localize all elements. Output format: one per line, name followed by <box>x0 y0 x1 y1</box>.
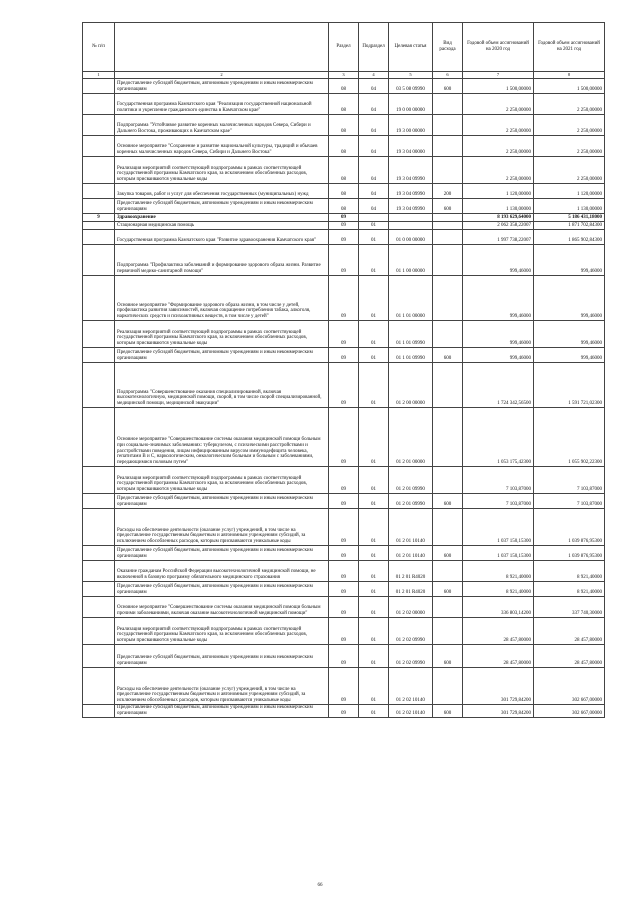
table-row <box>83 408 605 467</box>
row-amount-2021: 8 921,40000 <box>534 582 605 597</box>
row-section: 08 <box>329 115 359 136</box>
row-number <box>83 561 115 582</box>
header-num: № п/п <box>83 23 115 72</box>
row-exptype <box>433 467 463 494</box>
column-number: 2 <box>115 72 329 79</box>
row-amount-2020: 28 457,80000 <box>463 618 534 645</box>
row-exptype <box>433 321 463 348</box>
row-subsection: 01 <box>359 705 389 718</box>
row-amount-2021: 302 667,00000 <box>534 668 605 705</box>
table-row <box>83 79 605 94</box>
row-subsection: 04 <box>359 94 389 115</box>
row-subsection: 01 <box>359 363 389 408</box>
row-section: 08 <box>329 94 359 115</box>
row-section: 09 <box>329 321 359 348</box>
row-amount-2021: 8 921,40000 <box>534 561 605 582</box>
row-subsection: 01 <box>359 408 389 467</box>
row-subsection: 04 <box>359 115 389 136</box>
column-number: 5 <box>389 72 433 79</box>
row-number <box>83 230 115 245</box>
row-number <box>83 582 115 597</box>
row-target: 01 1 01 00000 <box>389 276 433 321</box>
row-number: 9 <box>83 214 115 222</box>
row-target: 01 2 01 00000 <box>389 408 433 467</box>
header-vol2021: Годовой объем ассигнований на 2021 год <box>534 23 605 72</box>
row-amount-2020: 7 103,87000 <box>463 467 534 494</box>
row-name: Предоставление субсидий бюджетным, автономным учреждениям и иным некоммерческим организациям <box>115 705 329 718</box>
row-section: 09 <box>329 561 359 582</box>
row-amount-2021: 7 103,87000 <box>534 494 605 509</box>
row-name: Предоставление субсидий бюджетным, автономным учреждениям и иным некоммерческим организациям <box>115 199 329 214</box>
column-number: 4 <box>359 72 389 79</box>
column-number: 1 <box>83 72 115 79</box>
row-exptype <box>433 597 463 618</box>
row-section: 09 <box>329 408 359 467</box>
row-number <box>83 597 115 618</box>
row-amount-2020: 8 921,40000 <box>463 561 534 582</box>
row-amount-2020: 1 120,00000 <box>463 184 534 199</box>
row-amount-2021: 1 500,00000 <box>534 79 605 94</box>
header-subsection: Подраздел <box>359 23 389 72</box>
row-exptype <box>433 157 463 184</box>
row-section: 09 <box>329 668 359 705</box>
row-amount-2021: 1 865 902,84300 <box>534 230 605 245</box>
row-number <box>83 157 115 184</box>
row-amount-2020: 1 130,00000 <box>463 199 534 214</box>
row-number <box>83 467 115 494</box>
column-number: 8 <box>534 72 605 79</box>
row-target: 01 2 01 10140 <box>389 546 433 561</box>
row-amount-2021: 1 591 721,02300 <box>534 363 605 408</box>
row-amount-2020: 999,46000 <box>463 276 534 321</box>
row-target: 01 1 01 09990 <box>389 348 433 363</box>
row-section: 09 <box>329 222 359 230</box>
row-amount-2020: 999,46000 <box>463 348 534 363</box>
row-name: Предоставление субсидий бюджетным, автономным учреждениям и иным некоммерческим организациям <box>115 494 329 509</box>
table-row <box>83 136 605 157</box>
row-target: 19 3 04 09990 <box>389 184 433 199</box>
row-target: 01 2 02 10140 <box>389 705 433 718</box>
row-number <box>83 136 115 157</box>
table-row <box>83 561 605 582</box>
row-target: 01 2 01 10140 <box>389 509 433 546</box>
table-row <box>83 597 605 618</box>
row-name: Подпрограмма "Профилактика заболеваний и формирование здорового образа жизни. Развитие первичной медико-санитарной помощи" <box>115 245 329 276</box>
row-subsection: 01 <box>359 582 389 597</box>
row-name: Основное мероприятие "Совершенствование системы оказания медицинской помощи больным при социально-значимых заболеваниях: туберкулезом, с психическими расстройствами и расстройствами поведения, лицам инфицированным вирусом иммунодефицита человека, гепатитами В и С, наркологическим, онкологическим больным и больным с заболеваниями, передающимися половым путем" <box>115 408 329 467</box>
row-target: 19 0 00 00000 <box>389 94 433 115</box>
row-amount-2020: 1 500,00000 <box>463 79 534 94</box>
row-name: Реализация мероприятий соответствующей подпрограммы в рамках соответствующей государственной программы Камчатского края, за исключением обособленных расходов, которым присваиваются уникальные коды <box>115 321 329 348</box>
row-name: Предоставление субсидий бюджетным, автономным учреждениям и иным некоммерческим организациям <box>115 79 329 94</box>
row-subsection: 01 <box>359 618 389 645</box>
row-section: 09 <box>329 618 359 645</box>
row-subsection: 01 <box>359 494 389 509</box>
row-section: 09 <box>329 645 359 668</box>
row-amount-2020: 8 921,40000 <box>463 582 534 597</box>
row-name: Подпрограмма "Устойчивое развитие коренных малочисленных народов Севера, Сибири и Дальнего Востока, проживающих в Камчатском крае" <box>115 115 329 136</box>
row-amount-2020: 301 729,84200 <box>463 705 534 718</box>
page-number: 66 <box>317 883 323 888</box>
row-amount-2021: 1 120,00000 <box>534 184 605 199</box>
row-section: 09 <box>329 705 359 718</box>
row-section: 09 <box>329 597 359 618</box>
row-target: 01 2 02 10140 <box>389 668 433 705</box>
row-name: Расходы на обеспечение деятельности (оказание услуг) учреждений, в том числе на предоставление государственным бюджетным и автономным учреждениям субсидий, за исключением обособленных расходов, которым присваиваются уникальные коды <box>115 509 329 546</box>
row-subsection: 01 <box>359 245 389 276</box>
row-number <box>83 222 115 230</box>
row-amount-2021: 302 667,00000 <box>534 705 605 718</box>
column-number: 3 <box>329 72 359 79</box>
header-exptype: Вид расхода <box>433 23 463 72</box>
row-name: Реализация мероприятий соответствующей подпрограммы в рамках соответствующей государственной программы Камчатского края, за исключением обособленных расходов, которым присваиваются уникальные коды <box>115 618 329 645</box>
table-row <box>83 494 605 509</box>
row-amount-2021: 1 039 876,95300 <box>534 509 605 546</box>
row-subsection: 01 <box>359 509 389 546</box>
row-amount-2021: 1 130,00000 <box>534 199 605 214</box>
column-number: 6 <box>433 72 463 79</box>
row-section: 08 <box>329 157 359 184</box>
row-number <box>83 245 115 276</box>
row-amount-2020: 1 997 738,22007 <box>463 230 534 245</box>
table-row <box>83 199 605 214</box>
row-number <box>83 705 115 718</box>
row-number <box>83 645 115 668</box>
row-amount-2020: 301 729,84200 <box>463 668 534 705</box>
row-section: 09 <box>329 214 359 222</box>
row-amount-2021: 2 250,00000 <box>534 136 605 157</box>
row-amount-2021: 1 871 702,84300 <box>534 222 605 230</box>
row-subsection: 01 <box>359 348 389 363</box>
row-section: 09 <box>329 582 359 597</box>
table-row <box>83 705 605 718</box>
row-name: Стационарная медицинская помощь <box>115 222 329 230</box>
row-section: 09 <box>329 363 359 408</box>
row-exptype <box>433 245 463 276</box>
row-target: 01 2 01 R4020 <box>389 582 433 597</box>
row-target: 03 5 08 09990 <box>389 79 433 94</box>
row-exptype <box>433 618 463 645</box>
row-name: Предоставление субсидий бюджетным, автономным учреждениям и иным некоммерческим организациям <box>115 348 329 363</box>
row-name: Государственная программа Камчатского края "Реализация государственной национальной политики и укрепление гражданского единства в Камчатском крае" <box>115 94 329 115</box>
row-section: 09 <box>329 546 359 561</box>
row-target: 01 2 02 09990 <box>389 618 433 645</box>
row-exptype: 600 <box>433 645 463 668</box>
row-name: Подпрограмма "Совершенствование оказания специализированной, включая высокотехнологичную, медицинской помощи, скорой, в том числе скорой специализированной, медицинской помощи, медицинской эвакуации" <box>115 363 329 408</box>
row-target: 01 2 02 00000 <box>389 597 433 618</box>
row-exptype <box>433 276 463 321</box>
table-row <box>83 321 605 348</box>
row-section: 08 <box>329 79 359 94</box>
row-amount-2021: 999,46000 <box>534 276 605 321</box>
row-section: 09 <box>329 509 359 546</box>
row-amount-2020: 2 250,00000 <box>463 157 534 184</box>
row-exptype <box>433 509 463 546</box>
row-section: 09 <box>329 276 359 321</box>
row-name: Расходы на обеспечение деятельности (оказание услуг) учреждений, в том числе на предоставление государственным бюджетным и автономным учреждениям субсидий, за исключением обособленных расходов, которым присваиваются уникальные коды <box>115 668 329 705</box>
row-exptype <box>433 222 463 230</box>
row-subsection: 04 <box>359 79 389 94</box>
row-amount-2021: 2 250,00000 <box>534 94 605 115</box>
header-row <box>83 23 605 72</box>
table-row <box>83 157 605 184</box>
table-row <box>83 222 605 230</box>
row-exptype <box>433 136 463 157</box>
row-subsection: 01 <box>359 546 389 561</box>
row-number <box>83 494 115 509</box>
row-number <box>83 184 115 199</box>
table-row <box>83 467 605 494</box>
row-exptype: 200 <box>433 184 463 199</box>
row-amount-2021: 999,46000 <box>534 321 605 348</box>
row-name: Реализация мероприятий соответствующей подпрограммы в рамках соответствующей государственной программы Камчатского края, за исключением обособленных расходов, которым присваиваются уникальные коды <box>115 467 329 494</box>
row-section: 09 <box>329 230 359 245</box>
row-subsection: 04 <box>359 184 389 199</box>
row-number <box>83 348 115 363</box>
row-amount-2021: 337 740,30000 <box>534 597 605 618</box>
row-section: 09 <box>329 467 359 494</box>
row-target: 19 3 04 09990 <box>389 157 433 184</box>
row-target: 19 3 04 00000 <box>389 136 433 157</box>
row-number <box>83 618 115 645</box>
header-vol2020: Годовой объем ассигнований на 2020 год <box>463 23 534 72</box>
row-target: 01 2 01 R4020 <box>389 561 433 582</box>
row-subsection: 01 <box>359 597 389 618</box>
table-row <box>83 94 605 115</box>
row-amount-2021: 28 457,80000 <box>534 618 605 645</box>
row-exptype <box>433 214 463 222</box>
header-target: Целевая статья <box>389 23 433 72</box>
column-number: 7 <box>463 72 534 79</box>
row-number <box>83 115 115 136</box>
row-amount-2020: 2 062 358,22007 <box>463 222 534 230</box>
row-amount-2021: 28 457,80000 <box>534 645 605 668</box>
table-row <box>83 230 605 245</box>
header-section: Раздел <box>329 23 359 72</box>
row-target: 01 1 00 00000 <box>389 245 433 276</box>
table-row <box>83 245 605 276</box>
row-number <box>83 546 115 561</box>
row-amount-2020: 999,46000 <box>463 245 534 276</box>
row-number <box>83 408 115 467</box>
row-exptype: 600 <box>433 582 463 597</box>
row-amount-2020: 2 250,00000 <box>463 136 534 157</box>
row-section: 09 <box>329 494 359 509</box>
row-exptype <box>433 408 463 467</box>
row-subsection: 04 <box>359 136 389 157</box>
table-row <box>83 645 605 668</box>
table-row <box>83 184 605 199</box>
row-amount-2020: 1 053 175,42300 <box>463 408 534 467</box>
row-amount-2020: 999,46000 <box>463 321 534 348</box>
row-target: 01 0 00 00000 <box>389 230 433 245</box>
row-number <box>83 363 115 408</box>
row-amount-2020: 1 037 150,15300 <box>463 546 534 561</box>
row-number <box>83 509 115 546</box>
row-number <box>83 321 115 348</box>
table-row <box>83 348 605 363</box>
row-name: Реализация мероприятий соответствующей подпрограммы в рамках соответствующей государственной программы Камчатского края, за исключением обособленных расходов, которым присваиваются уникальные коды <box>115 157 329 184</box>
row-number <box>83 276 115 321</box>
row-subsection: 01 <box>359 561 389 582</box>
row-subsection: 01 <box>359 230 389 245</box>
table-row <box>83 668 605 705</box>
row-subsection: 04 <box>359 157 389 184</box>
row-amount-2020: 2 250,00000 <box>463 115 534 136</box>
row-target <box>389 214 433 222</box>
row-subsection: 01 <box>359 321 389 348</box>
header-name <box>115 23 329 72</box>
table-row <box>83 214 605 222</box>
row-subsection: 01 <box>359 668 389 705</box>
row-exptype <box>433 363 463 408</box>
row-number <box>83 199 115 214</box>
table-row <box>83 276 605 321</box>
row-name: Основное мероприятие "Формирование здорового образа жизни, в том числе у детей, профилактика развития зависимостей, включая сокращение потребления табака, алкоголя, наркотических средств и психоактивных веществ, в том числе у детей" <box>115 276 329 321</box>
row-name: Предоставление субсидий бюджетным, автономным учреждениям и иным некоммерческим организациям <box>115 645 329 668</box>
row-section: 09 <box>329 348 359 363</box>
row-amount-2021: 7 103,87000 <box>534 467 605 494</box>
row-exptype <box>433 230 463 245</box>
row-number <box>83 94 115 115</box>
row-target: 19 3 00 00000 <box>389 115 433 136</box>
row-amount-2020: 336 803,14200 <box>463 597 534 618</box>
row-subsection: 01 <box>359 222 389 230</box>
row-target: 01 2 01 09990 <box>389 467 433 494</box>
row-amount-2020: 2 250,00000 <box>463 94 534 115</box>
row-exptype <box>433 115 463 136</box>
row-amount-2020: 1 037 150,15300 <box>463 509 534 546</box>
row-section: 08 <box>329 199 359 214</box>
row-amount-2021: 999,46000 <box>534 245 605 276</box>
row-subsection: 04 <box>359 199 389 214</box>
row-name: Предоставление субсидий бюджетным, автономным учреждениям и иным некоммерческим организациям <box>115 582 329 597</box>
row-target: 19 3 04 09990 <box>389 199 433 214</box>
row-subsection: 01 <box>359 276 389 321</box>
row-name: Основное мероприятие "Совершенствование системы оказания медицинской помощи больным прочими заболеваниями, включая оказание высокотехнологичной медицинской помощи" <box>115 597 329 618</box>
row-section: 09 <box>329 245 359 276</box>
table-row <box>83 363 605 408</box>
row-name: Здравоохранение <box>115 214 329 222</box>
table-body <box>83 79 605 718</box>
row-exptype <box>433 94 463 115</box>
table-row <box>83 546 605 561</box>
row-exptype <box>433 561 463 582</box>
table-row <box>83 509 605 546</box>
row-amount-2020: 1 724 342,56500 <box>463 363 534 408</box>
row-amount-2021: 5 186 431,18000 <box>534 214 605 222</box>
row-section: 08 <box>329 136 359 157</box>
row-amount-2021: 2 250,00000 <box>534 115 605 136</box>
row-target: 01 2 00 00000 <box>389 363 433 408</box>
row-exptype: 600 <box>433 199 463 214</box>
row-name: Предоставление субсидий бюджетным, автономным учреждениям и иным некоммерческим организациям <box>115 546 329 561</box>
row-name: Закупка товаров, работ и услуг для обеспечения государственных (муниципальных) нужд <box>115 184 329 199</box>
table-row <box>83 582 605 597</box>
row-number <box>83 79 115 94</box>
row-exptype: 600 <box>433 546 463 561</box>
table-row <box>83 115 605 136</box>
budget-table <box>82 22 605 718</box>
row-exptype: 600 <box>433 494 463 509</box>
document-page <box>82 22 604 718</box>
row-exptype: 600 <box>433 348 463 363</box>
row-target <box>389 222 433 230</box>
row-target: 01 2 01 09990 <box>389 494 433 509</box>
row-target: 01 1 01 09990 <box>389 321 433 348</box>
table-row <box>83 618 605 645</box>
row-section: 08 <box>329 184 359 199</box>
row-amount-2020: 28 457,80000 <box>463 645 534 668</box>
column-number-row <box>83 72 605 79</box>
row-name: Государственная программа Камчатского края "Развитие здравоохранения Камчатского края" <box>115 230 329 245</box>
row-name: Основное мероприятие "Сохранение и развитие национальной культуры, традиций и обычаев коренных малочисленных народов Севера, Сибири и Дальнего Востока" <box>115 136 329 157</box>
row-amount-2020: 7 103,87000 <box>463 494 534 509</box>
row-subsection <box>359 214 389 222</box>
row-amount-2021: 2 250,00000 <box>534 157 605 184</box>
row-amount-2020: 8 193 629,64000 <box>463 214 534 222</box>
row-amount-2021: 1 055 902,22300 <box>534 408 605 467</box>
row-exptype: 600 <box>433 705 463 718</box>
row-number <box>83 668 115 705</box>
row-exptype <box>433 668 463 705</box>
row-name: Оказание гражданам Российской Федерации высокотехнологичной медицинской помощи, не включенной в базовую программу обязательного медицинского страхования <box>115 561 329 582</box>
row-subsection: 01 <box>359 467 389 494</box>
row-amount-2021: 999,46000 <box>534 348 605 363</box>
row-subsection: 01 <box>359 645 389 668</box>
row-amount-2021: 1 039 876,95300 <box>534 546 605 561</box>
row-exptype: 600 <box>433 79 463 94</box>
row-target: 01 2 02 09990 <box>389 645 433 668</box>
